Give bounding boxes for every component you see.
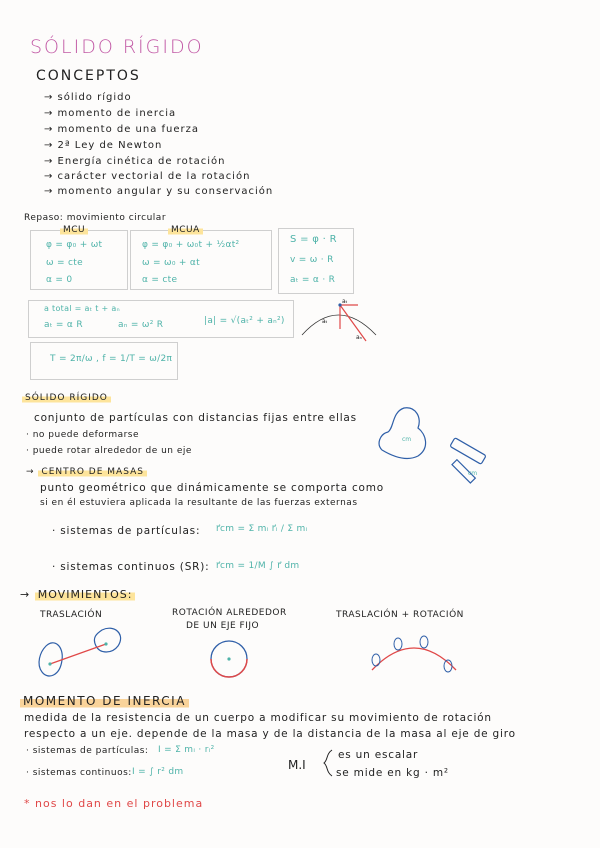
- solido-point: · no puede deformarse: [26, 430, 140, 440]
- centro-heading: → CENTRO DE MASAS: [26, 467, 147, 477]
- footnote: * nos lo dan en el problema: [24, 797, 204, 810]
- concept-item: → momento angular y su conservación: [44, 186, 274, 197]
- mi-unit: se mide en kg · m²: [336, 767, 449, 779]
- centro-part-formula: r⃗cm = Σ mᵢ r⃗ᵢ / Σ mᵢ: [216, 524, 308, 534]
- centro-def-1: punto geométrico que dinámicamente se comporta como: [40, 482, 385, 494]
- mcua-line: α = cte: [142, 275, 178, 285]
- inercia-part-formula: I = Σ mᵢ · rᵢ²: [158, 745, 215, 755]
- rotacion-title-2: DE UN EJE FIJO: [186, 621, 260, 631]
- brace-icon: [322, 748, 334, 778]
- mcua-line: φ = φ₀ + ω₀t + ½αt²: [142, 240, 240, 250]
- mcu-title: MCU: [60, 225, 88, 235]
- mcua-title: MCUA: [168, 225, 203, 235]
- concept-item: → momento de una fuerza: [44, 124, 200, 135]
- blob-cm-label: cm: [402, 436, 412, 443]
- diagram-label-left: aₜ: [322, 318, 328, 325]
- inercia-def-2: respecto a un eje. depende de la masa y de la distancia de la masa al eje de giro: [24, 728, 516, 740]
- concept-item: → sólido rígido: [44, 92, 132, 103]
- mcu-line: α = 0: [46, 275, 73, 285]
- mi-label: M.I: [288, 758, 306, 772]
- conceptos-heading: CONCEPTOS: [36, 68, 141, 84]
- period-formula: T = 2π/ω , f = 1/T = ω/2π: [50, 354, 173, 364]
- concept-item: → carácter vectorial de la rotación: [44, 171, 251, 182]
- blob-body-icon: [374, 404, 434, 464]
- relation-line: v = ω · R: [290, 255, 334, 265]
- concept-item: → Energía cinética de rotación: [44, 156, 226, 167]
- accel-tangential: aₜ = α R: [44, 320, 83, 330]
- centro-cont-formula: r⃗cm = 1/M ∫ r⃗ dm: [216, 561, 300, 571]
- translation-diagram: [36, 624, 136, 684]
- translation-rotation-diagram: [364, 632, 464, 682]
- mcu-line: φ = φ₀ + ωt: [46, 240, 103, 250]
- centro-cont-label: · sistemas continuos (SR):: [52, 561, 210, 573]
- mcua-line: ω = ω₀ + αt: [142, 258, 200, 268]
- inercia-def-1: medida de la resistencia de un cuerpo a modificar su movimiento de rotación: [24, 712, 492, 724]
- inercia-heading: MOMENTO DE INERCIA: [20, 694, 189, 708]
- accel-total: a total = aₜ t + aₙ: [44, 304, 121, 313]
- movimientos-heading: → MOVIMIENTOS:: [20, 588, 135, 601]
- accel-normal: aₙ = ω² R: [118, 320, 164, 330]
- hammer-icon: [446, 444, 496, 488]
- solido-def: conjunto de partículas con distancias fijas entre ellas: [34, 412, 357, 424]
- hammer-cm-label: cm: [468, 470, 478, 477]
- traslacion-title: TRASLACIÓN: [40, 610, 103, 620]
- rotation-diagram: [206, 636, 252, 682]
- diagram-label-top: aₜ: [342, 298, 348, 305]
- page-title: SÓLIDO RÍGIDO: [30, 36, 204, 58]
- solido-point: · puede rotar alrededor de un eje: [26, 446, 192, 456]
- traslacion-rotacion-title: TRASLACIÓN + ROTACIÓN: [336, 610, 464, 620]
- accel-modulus: |a| = √(aₜ² + aₙ²): [204, 316, 285, 326]
- diagram-label-bottom: aₙ: [356, 334, 363, 341]
- solido-heading: SÓLIDO RÍGIDO: [22, 393, 111, 403]
- relation-line: aₜ = α · R: [290, 275, 336, 285]
- inercia-cont-formula: I = ∫ r² dm: [132, 767, 184, 777]
- centro-def-2: si en él estuviera aplicada la resultante de las fuerzas externas: [40, 498, 358, 508]
- inercia-cont-label: · sistemas continuos:: [26, 768, 132, 778]
- mi-scalar: es un escalar: [338, 749, 419, 761]
- concept-item: → 2ª Ley de Newton: [44, 140, 163, 151]
- inercia-part-label: · sistemas de partículas:: [26, 746, 149, 756]
- mcu-line: ω = cte: [46, 258, 83, 268]
- acceleration-diagram: [300, 295, 380, 345]
- centro-part-label: · sistemas de partículas:: [52, 525, 201, 537]
- concept-item: → momento de inercia: [44, 108, 177, 119]
- repaso-label: Repaso: movimiento circular: [24, 213, 167, 223]
- relation-line: S = φ · R: [290, 234, 337, 245]
- rotacion-title-1: ROTACIÓN ALREDEDOR: [172, 608, 287, 618]
